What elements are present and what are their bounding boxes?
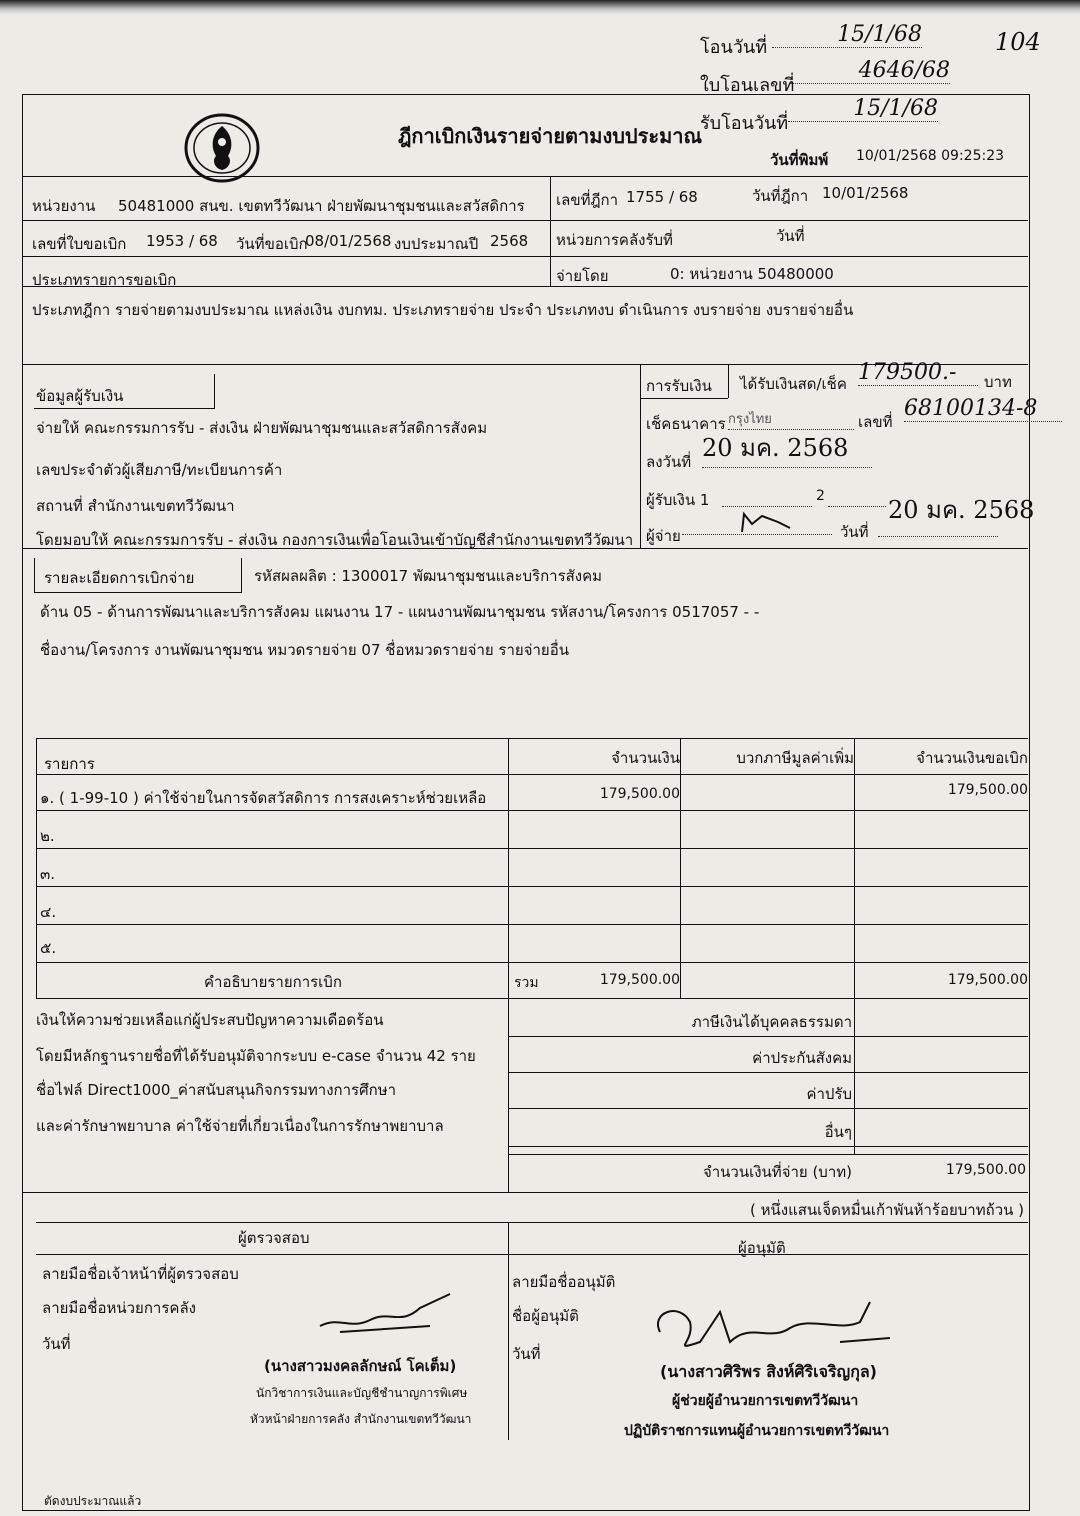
deeka-type-line: ประเภทฎีกา รายจ่ายตามงบประมาณ แหล่งเงิน งบกทม. ประเภทรายจ่าย ประจำ ประเภทงบ ดำเนินการ งบรายจ่าย งบรายจ่ายอื่น [32, 301, 854, 319]
footer-note: ตัดงบประมาณแล้ว [44, 1494, 142, 1508]
unit-value: 50481000 สนข. เขตทวีวัฒนา ฝ่ายพัฒนาชุมชนและสวัสดิการ [118, 197, 525, 215]
inspector-signature [300, 1286, 460, 1350]
col-header-request: จำนวนเงินขอเบิก [916, 749, 1028, 767]
details-section-label: รายละเอียดการเบิกจ่าย [44, 569, 195, 587]
col-header-amount: จำนวนเงิน [611, 749, 680, 767]
receive-date-label: รับโอนวันที่ [700, 113, 789, 134]
request-date-label: วันที่ขอเบิก [236, 235, 308, 253]
scan-edge [0, 0, 1080, 14]
approver-section-label: ผู้อนุมัติ [738, 1239, 786, 1257]
approver-date-label: วันที่ [512, 1345, 541, 1363]
deduction-other: อื่นๆ [824, 1123, 852, 1141]
description-line-3: ชื่อไฟล์ Direct1000_ค่าสนับสนุนกิจกรรมทางการศึกษา [36, 1081, 397, 1099]
approver-position-1: ผู้ช่วยผู้อำนวยการเขตทวีวัฒนา [672, 1393, 859, 1409]
budget-year-label: งบประมาณปี [394, 235, 479, 253]
table-row-2-label: ๒. [40, 827, 55, 845]
bangkok-seal-icon [182, 112, 262, 184]
payee-section-label: ข้อมูลผู้รับเงิน [36, 387, 124, 405]
page-note: 104 [995, 28, 1041, 56]
col-header-vat: บวกภาษีมูลค่าเพิ่ม [736, 749, 854, 767]
total-request: 179,500.00 [947, 972, 1028, 988]
paid-by-value: 0: หน่วยงาน 50480000 [670, 265, 834, 283]
deduction-social-security: ค่าประกันสังคม [752, 1049, 852, 1067]
bank-handwritten: กรุงไทย [728, 408, 854, 430]
deduction-fine: ค่าปรับ [806, 1085, 852, 1103]
inspector-date-label: วันที่ [42, 1335, 71, 1353]
net-amount-label: จำนวนเงินที่จ่าย (บาท) [702, 1163, 852, 1181]
approver-signature [640, 1292, 900, 1366]
inspector-treasury-sig-label: ลายมือชื่อหน่วยการคลัง [42, 1299, 196, 1317]
form-title: ฎีกาเบิกเงินรายจ่ายตามงบประมาณ [398, 124, 703, 148]
description-line-1: เงินให้ความช่วยเหลือแก่ผู้ประสบปัญหาความเดือดร้อน [36, 1011, 384, 1029]
baht-label: บาท [984, 373, 1012, 391]
table-row-1-amount: 179,500.00 [599, 786, 680, 802]
tax-id-label: เลขประจำตัวผู้เสียภาษี/ทะเบียนการค้า [36, 461, 283, 479]
receivers-label: ผู้รับเงิน 1 [646, 491, 710, 509]
details-line2: ด้าน 05 - ด้านการพัฒนาและบริการสังคม แผนงาน 17 - แผนงานพัฒนาชุมชน รหัสงาน/โครงการ 0517057 - - [40, 603, 760, 621]
paid-by-label: จ่ายโดย [556, 267, 609, 285]
print-date-label: วันที่พิมพ์ [770, 151, 829, 169]
deduction-income-tax: ภาษีเงินได้บุคคลธรรมดา [691, 1013, 852, 1031]
payer-date-label: วันที่ [840, 523, 869, 541]
receiver1-blank [722, 496, 812, 507]
print-date-value: 10/01/2568 09:25:23 [856, 148, 1005, 164]
net-amount-value: 179,500.00 [945, 1162, 1026, 1178]
deeka-no-label: เลขที่ฎีกา [556, 191, 619, 209]
request-no-label: เลขที่ใบขอเบิก [32, 235, 127, 253]
details-line3: ชื่องาน/โครงการ งานพัฒนาชุมชน หมวดรายจ่าย 07 ชื่อหมวดรายจ่าย รายจ่ายอื่น [40, 641, 569, 659]
inspector-section-label: ผู้ตรวจสอบ [238, 1229, 310, 1247]
request-type-label: ประเภทรายการขอเบิก [32, 271, 177, 289]
payer-signature [682, 508, 832, 535]
receiver-date-handwritten: 20 มค. 2568 [888, 496, 1035, 524]
dated-handwritten: 20 มค. 2568 [702, 428, 872, 468]
approver-position-2: ปฏิบัติราชการแทนผู้อำนวยการเขตทวีวัฒนา [624, 1423, 890, 1439]
approver-sig-label: ลายมือชื่ออนุมัติ [512, 1273, 616, 1291]
request-date-value: 08/01/2568 [305, 232, 392, 250]
table-row-3-label: ๓. [40, 865, 56, 883]
approver-name: (นางสาวศิริพร สิงห์ศิริเจริญกุล) [660, 1362, 877, 1381]
budget-year-value: 2568 [490, 232, 529, 250]
receiver2-label: 2 [816, 488, 825, 504]
description-line-2: โดยมีหลักฐานรายชื่อที่ได้รับอนุมัติจากระบบ e-case จำนวน 42 ราย [36, 1047, 476, 1065]
assign-to: โดยมอบให้ คณะกรรมการรับ - ส่งเงิน กองการเงินเพื่อโอนเงินเข้าบัญชีสำนักงานเขตทวีวัฒนา [36, 531, 634, 549]
inspector-position-2: หัวหน้าฝ่ายการคลัง สำนักงานเขตทวีวัฒนา [250, 1412, 472, 1426]
amount-in-words: ( หนึ่งแสนเจ็ดหมื่นเก้าพันห้าร้อยบาทถ้วน ) [750, 1201, 1024, 1219]
deeka-date-label: วันที่ฎีกา [752, 187, 809, 205]
product-code: รหัสผลผลิต : 1300017 พัฒนาชุมชนและบริการสังคม [254, 567, 603, 585]
unit-label: หน่วยงาน [32, 197, 96, 215]
location: สถานที่ สำนักงานเขตทวีวัฒนา [36, 497, 235, 515]
cash-cheque-label: ได้รับเงินสด/เช็ค [740, 375, 847, 393]
payer-date-blank [878, 528, 998, 537]
table-row-5-label: ๕. [40, 939, 57, 957]
table-row-1-label: ๑. ( 1-99-10 ) ค่าใช้จ่ายในการจัดสวัสดิการ การสงเคราะห์ช่วยเหลือ [40, 789, 487, 807]
payer-label: ผู้จ่าย [646, 527, 681, 545]
receive-date-value: 15/1/68 [788, 96, 938, 122]
col-header-item: รายการ [44, 755, 95, 773]
receive-label: การรับเงิน [646, 377, 712, 395]
amount-handwritten: 179500.- [858, 360, 978, 386]
table-row-1-request: 179,500.00 [947, 782, 1028, 798]
pay-to: จ่ายให้ คณะกรรมการรับ - ส่งเงิน ฝ่ายพัฒนาชุมชนและสวัสดิการสังคม [36, 419, 488, 437]
inspector-officer-sig-label: ลายมือชื่อเจ้าหน้าที่ผู้ตรวจสอบ [42, 1265, 239, 1283]
treasury-label: หน่วยการคลังรับที่ [556, 231, 673, 249]
deeka-no-value: 1755 / 68 [626, 188, 698, 206]
description-line-4: และค่ารักษาพยาบาล ค่าใช้จ่ายที่เกี่ยวเนื่องในการรักษาพยาบาล [36, 1117, 444, 1135]
transfer-date-value: 15/1/68 [772, 22, 922, 48]
receiver2-blank [828, 496, 886, 507]
dated-label: ลงวันที่ [646, 453, 692, 471]
transfer-date-label: โอนวันที่ [700, 37, 768, 58]
bank-cheque-label: เช็คธนาคาร [646, 415, 726, 433]
total-amount: 179,500.00 [599, 972, 680, 988]
deeka-date-value: 10/01/2568 [822, 184, 909, 202]
inspector-position-1: นักวิชาการเงินและบัญชีชำนาญการพิเศษ [256, 1386, 468, 1400]
cheque-number-label: เลขที่ [858, 413, 893, 431]
request-no-value: 1953 / 68 [146, 232, 218, 250]
approver-name-label: ชื่อผู้อนุมัติ [512, 1307, 579, 1325]
total-label: รวม [514, 975, 539, 991]
inspector-name: (นางสาวมงคลลักษณ์ โคเต็ม) [264, 1357, 457, 1375]
table-row-4-label: ๔. [40, 903, 57, 921]
transfer-no-value: 4646/68 [790, 58, 950, 84]
cheque-number-handwritten: 68100134-8 [904, 396, 1062, 422]
treasury-date-label: วันที่ [776, 227, 805, 245]
transfer-no-label: ใบโอนเลขที่ [700, 75, 795, 96]
description-header: คำอธิบายรายการเบิก [204, 973, 342, 991]
